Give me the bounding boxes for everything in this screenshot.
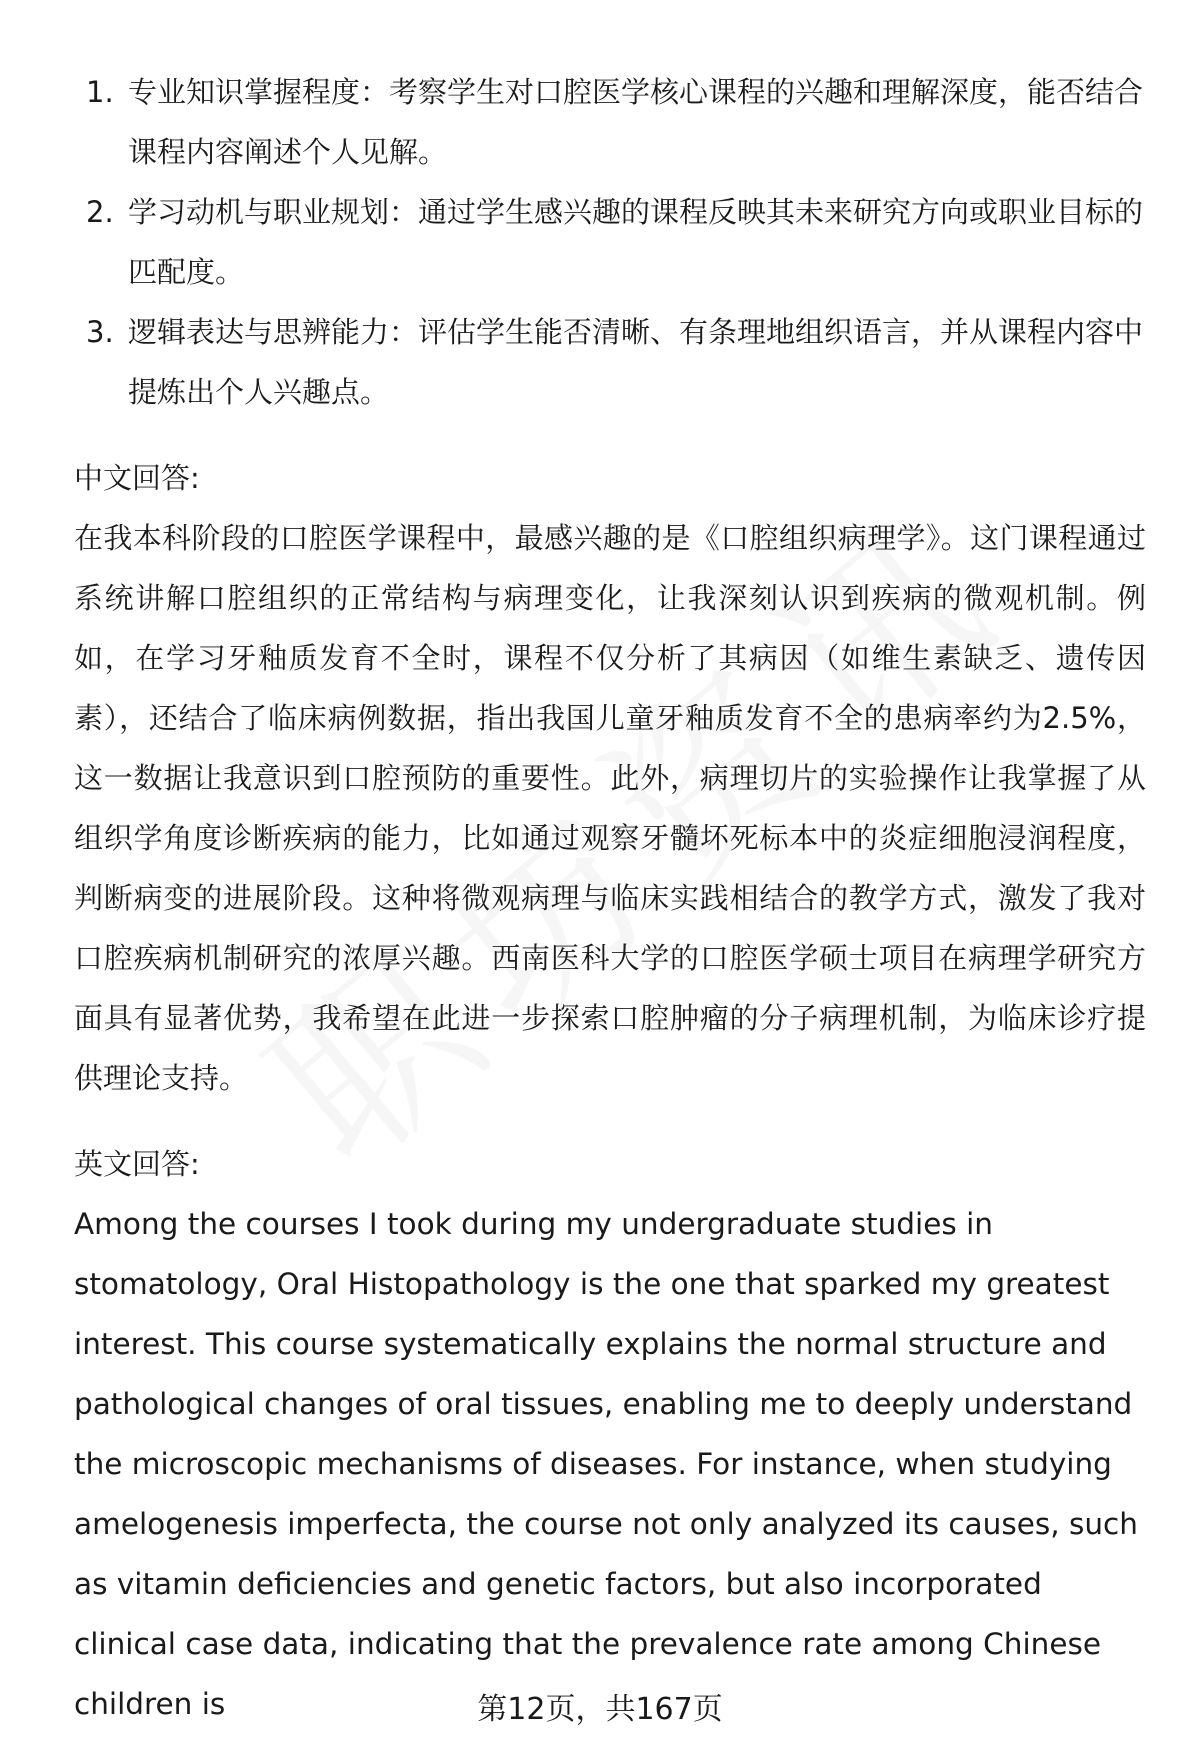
document-page xyxy=(74,62,1146,1734)
list-text: 专业知识掌握程度：考察学生对口腔医学核心课程的兴趣和理解深度，能否结合课程内容阐述个人见解。 xyxy=(128,75,1144,169)
list-item xyxy=(74,182,1146,302)
english-answer-label: 英文回答: xyxy=(74,1147,200,1181)
list-number: 3. xyxy=(86,315,114,349)
english-answer-text: Among the courses I took during my undergraduate studies in stomatology, Oral Histopathology is the one that sparked my greatest interest. This course systematically explains the normal structure and pathological changes of oral tissues, enabling me to deeply understand the microscopic mechanisms of diseases. For instance, when studying amelogenesis imperfecta, the course not only analyzed its causes, such as vitamin deficiencies and genetic factors, but also incorporated clinical case data, indicating that the prevalence rate among Chinese children is xyxy=(74,1207,1138,1721)
page-indicator: 第12页，共167页 xyxy=(477,1692,723,1727)
evaluation-criteria-list xyxy=(74,62,1146,422)
list-number: 2. xyxy=(86,195,114,229)
list-item xyxy=(74,302,1146,422)
list-item xyxy=(74,62,1146,182)
chinese-answer-label: 中文回答: xyxy=(74,461,200,495)
chinese-answer-text: 在我本科阶段的口腔医学课程中，最感兴趣的是《口腔组织病理学》。这门课程通过系统讲解口腔组织的正常结构与病理变化，让我深刻认识到疾病的微观机制。例如，在学习牙釉质发育不全时，课程不仅分析了其病因（如维生素缺乏、遗传因素），还结合了临床病例数据，指出我国儿童牙釉质发育不全的患病率约为2.5%，这一数据让我意识到口腔预防的重要性。此外，病理切片的实验操作让我掌握了从组织学角度诊断疾病的能力，比如通过观察牙髓坏死标本中的炎症细胞浸润程度，判断病变的进展阶段。这种将微观病理与临床实践相结合的教学方式，激发了我对口腔疾病机制研究的浓厚兴趣。西南医科大学的口腔医学硕士项目在病理学研究方面具有显著优势，我希望在此进一步探索口腔肿瘤的分子病理机制，为临床诊疗提供理论支持。 xyxy=(74,521,1146,1095)
list-number: 1. xyxy=(86,75,114,109)
list-text: 逻辑表达与思辨能力：评估学生能否清晰、有条理地组织语言，并从课程内容中提炼出个人兴趣点。 xyxy=(128,315,1144,409)
list-text: 学习动机与职业规划：通过学生感兴趣的课程反映其未来研究方向或职业目标的匹配度。 xyxy=(128,195,1144,289)
